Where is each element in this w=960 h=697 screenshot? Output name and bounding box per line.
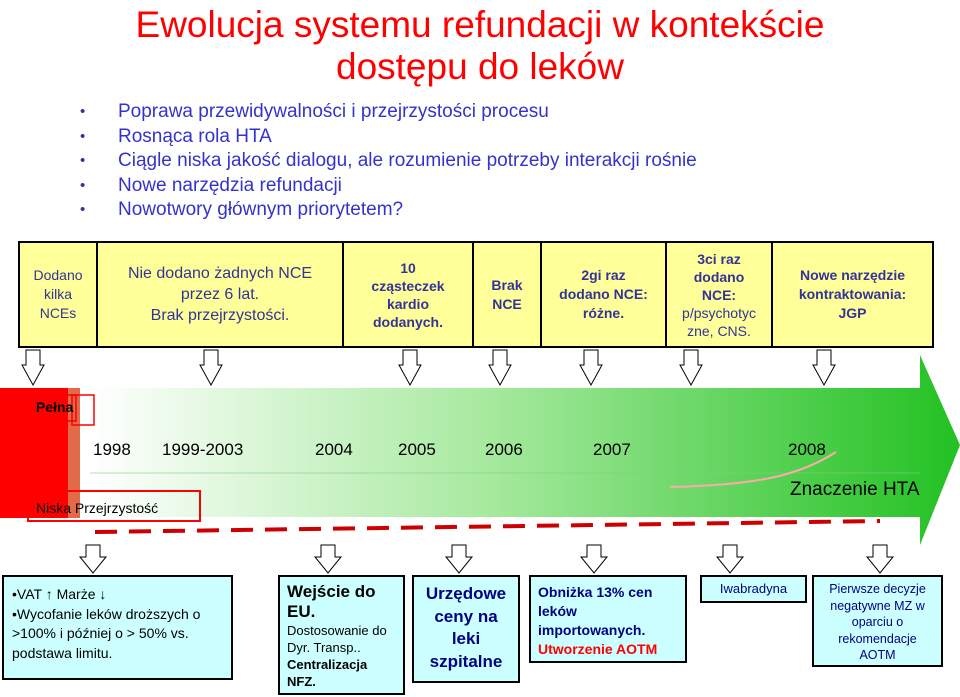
- box-no-nce-six-years: Nie dodano żadnych NCE przez 6 lat. Brak przejrzystości.: [96, 241, 344, 348]
- page-title: [0, 4, 960, 88]
- timeline-graphic: [0, 345, 960, 575]
- full-transparency-label: Pełna: [36, 399, 74, 415]
- box-no-nce: Brak NCE: [472, 241, 542, 348]
- hta-importance-label: Znaczenie HTA: [790, 479, 920, 500]
- year-label: 1999-2003: [162, 440, 244, 459]
- bullet-item: • Poprawa przewidywalności i przejrzystości procesu: [80, 100, 697, 125]
- year-label: 2006: [485, 440, 523, 459]
- dashed-line: [95, 521, 880, 532]
- box-ten-cardio: 10 cząsteczek kardio dodanych.: [342, 241, 474, 348]
- box-first-negative-decisions: Pierwsze decyzje negatywne MZ w oparciu o rekomendacje AOTM: [812, 575, 943, 667]
- bullet-item: • Nowotwory głównym priorytetem?: [80, 198, 697, 223]
- box-eu-entry: Wejście do EU. Dostosowanie do Dyr. Transp.. Centralizacja NFZ.: [278, 575, 405, 695]
- low-transparency-label: Niska Przejrzystość: [36, 500, 159, 516]
- box-added-few-nces: Dodano kilka NCEs: [18, 241, 98, 348]
- year-label: 2004: [315, 440, 353, 459]
- bullet-item: • Rosnąca rola HTA: [80, 125, 697, 150]
- title-line-1: Ewolucja systemu refundacji w kontekście: [135, 4, 825, 45]
- year-label: 2008: [788, 440, 826, 459]
- box-second-time: 2gi raz dodano NCE: różne.: [540, 241, 667, 348]
- box-official-hospital-prices: Urzędowe ceny na leki szpitalne: [412, 575, 520, 683]
- year-label: 2005: [398, 440, 436, 459]
- title-line-2: dostępu do leków: [336, 46, 624, 87]
- bullet-list: [80, 100, 697, 223]
- year-label: 2007: [593, 440, 631, 459]
- box-third-time: 3ci raz dodano NCE: p/psychotyc zne, CNS.: [665, 241, 773, 348]
- bullet-item: • Ciągle niska jakość dialogu, ale rozumienie potrzeby interakcji rośnie: [80, 149, 697, 174]
- box-price-cut-aotm: Obniżka 13% cen leków importowanych. Utworzenie AOTM: [529, 575, 687, 663]
- box-vat-margins: •VAT ↑ Marże ↓ •Wycofanie leków droższych o >100% i później o > 50% vs. podstawa limitu.: [2, 575, 233, 680]
- year-label: 1998: [93, 440, 131, 459]
- box-new-contract-tool: Nowe narzędzie kontraktowania: JGP: [771, 241, 934, 348]
- box-ivabradine: Iwabradyna: [700, 575, 807, 603]
- bullet-item: • Nowe narzędzia refundacji: [80, 174, 697, 199]
